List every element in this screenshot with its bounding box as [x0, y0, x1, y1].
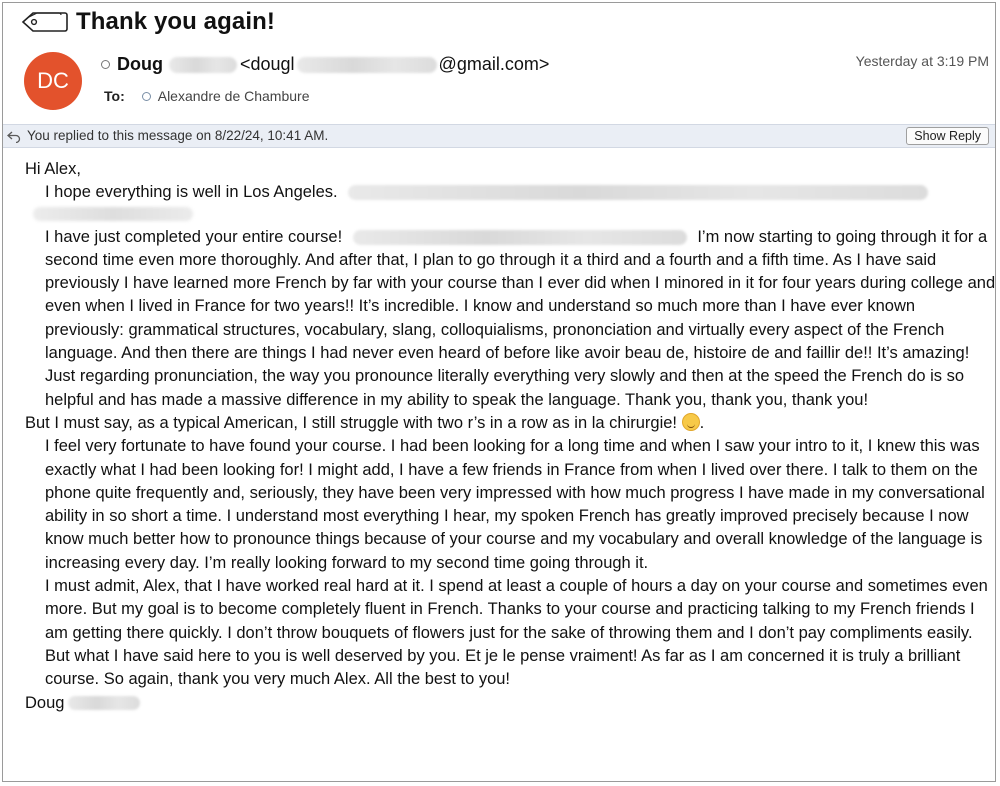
redacted-text — [353, 230, 687, 245]
message-body — [25, 158, 996, 715]
paragraph-1-start: I have just completed your entire course! — [45, 227, 343, 246]
paragraph-1 — [25, 226, 996, 366]
paragraph-3 — [25, 412, 996, 435]
body-line — [25, 181, 996, 204]
replied-arrow-icon — [7, 129, 21, 143]
reply-notice-bar — [3, 124, 995, 148]
reply-notice-text: You replied to this message on 8/22/24, 10:41 AM. — [27, 128, 329, 143]
sender-avatar: DC — [24, 52, 82, 110]
smiling-face-emoji — [682, 413, 700, 431]
redacted-line — [33, 207, 193, 221]
paragraph-5: I must admit, Alex, that I have worked real hard at it. I spend at least a couple of hours a day on your course and sometimes even more. But my goal is to become completely fluent in French. Thanks to your course and practicing talking to my French friends I am getting there quickly. I don’t throw bouquets of flowers just for the sake of throwing them and I don’t pay compliments easily. But what I have said here to you is well deserved by you. Et je le pense vraiment! As far as I am concerned it is truly a brilliant course. So again, thank you very much Alex. All the best to you! — [45, 577, 988, 689]
redacted-address — [297, 57, 437, 73]
intro-sentence: I hope everything is well in Los Angeles. — [45, 183, 338, 202]
sender-status-dot — [101, 60, 110, 69]
show-reply-button[interactable]: Show Reply — [906, 127, 989, 145]
redacted-surname — [68, 696, 140, 710]
to-line — [104, 88, 310, 104]
signature — [25, 692, 996, 715]
paragraph-2: Just regarding pronunciation, the way you pronounce literally everything very slowly and then at the speed the French do is so helpful and has made a massive difference in my ability to speak the language. Thank you, thank you, thank you! — [45, 367, 965, 409]
signature-name: Doug — [25, 693, 65, 712]
paragraph-1-rest: I’m now starting to going through it for a second time even more thoroughly. And after that, I plan to go through it a third and a fourth and a fifth time. As I have said previously I have learned more French by far with your course than I ever did when I minored in it for four years during college and even when I lived in France for two years!! It’s incredible. I know and understand so much more than I have ever known previously: grammatical structures, vocabulary, slang, colloquialisms, prononciation and virtually every aspect of the French language. And then there are things I had never even heard of before like avoir beau de, histoire de and faillir de!! It’s amazing! — [45, 227, 996, 363]
recipient-status-dot — [142, 92, 151, 101]
greeting: Hi Alex, — [25, 160, 81, 178]
tag-label-icon[interactable] — [21, 11, 69, 33]
message-date: Yesterday at 3:19 PM — [855, 53, 989, 69]
to-label: To: — [104, 88, 125, 104]
subject-row — [3, 3, 995, 43]
sender-name[interactable]: Doug — [117, 54, 163, 74]
recipient-name[interactable]: Alexandre de Chambure — [157, 88, 310, 104]
from-line — [101, 54, 549, 75]
email-subject: Thank you again! — [76, 8, 275, 35]
paragraph-3-text: But I must say, as a typical American, I still struggle with two r’s in a row as in la chirurgie! — [25, 413, 677, 432]
sender-address-start[interactable]: <dougl — [239, 54, 295, 74]
paragraph-4: I feel very fortunate to have found your course. I had been looking for a long time and when I saw your intro to it, I knew this was exactly what I had been looking for! I might add, I have a few friends in France from when I lived over there. I talk to them on the phone quite frequently and, seriously, they have been very impressed with how much progress I have made in my conversational ability in so short a time. I understand most everything I hear, my spoken French has greatly improved precisely because I now know much better how to pronounce things because of your course and my vocabulary and overall knowledge of the language is increasing every day. I’m really looking forward to my second time going through it. — [45, 437, 985, 572]
paragraph-3-end: . — [699, 413, 705, 432]
redacted-text — [348, 185, 928, 200]
email-window — [2, 2, 996, 782]
sender-address-end[interactable]: @gmail.com> — [438, 54, 550, 74]
redacted-surname — [169, 57, 237, 73]
